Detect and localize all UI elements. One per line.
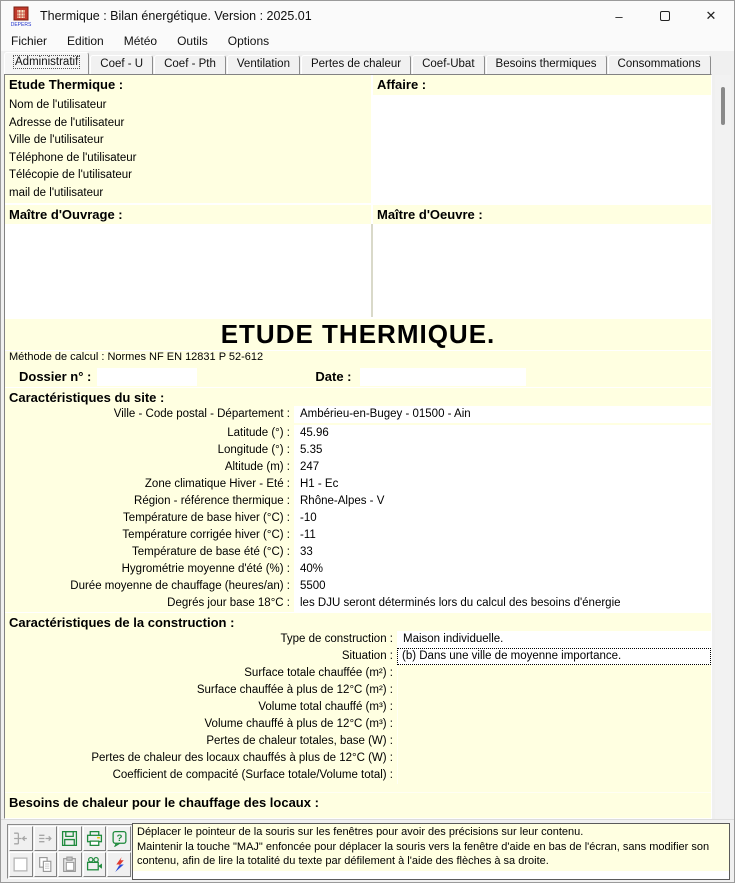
construction-row (5, 631, 711, 648)
field-value (397, 682, 711, 699)
site-row (5, 595, 711, 612)
dossier-date-row (5, 366, 711, 387)
user-info-block[interactable] (5, 95, 371, 203)
help-button[interactable] (107, 826, 131, 851)
methode-de-calcul: Méthode de calcul : Normes NF EN 12831 P 52-612 (5, 350, 711, 366)
site-row (5, 493, 711, 510)
type-construction-select[interactable]: Maison individuelle. (397, 631, 711, 648)
date-label: Date : (315, 369, 352, 384)
field-label: Température corrigée hiver (°C) : (5, 527, 294, 544)
field-label: Degrés jour base 18°C : (5, 595, 294, 612)
field-value (397, 716, 711, 733)
minimize-icon: – (615, 8, 623, 24)
menu-edition[interactable]: Edition (67, 34, 104, 48)
field-value[interactable]: 5.35 (294, 442, 711, 459)
help-line-2: Maintenir la touche "MAJ" enfoncée pour déplacer la souris vers la fenêtre d'aide en bas de l'écran, sans modifier son contenu, afin de lire la totalité du texte par défilement à l'aide des flèches à sa droite. (137, 840, 710, 867)
site-row (5, 544, 711, 561)
site-row (5, 459, 711, 476)
window-title: Thermique : Bilan énergétique. Version : 2025.01 (40, 9, 312, 23)
print-icon (86, 830, 103, 847)
construction-row (5, 767, 711, 784)
field-value[interactable]: H1 - Ec (294, 476, 711, 493)
maitre-ouvrage-header: Maître d'Ouvrage : (5, 205, 371, 224)
user-line: Téléphone de l'utilisateur (9, 151, 137, 164)
svg-text:DEPERS: DEPERS (10, 22, 32, 27)
help-panel (132, 823, 730, 880)
blank-icon (12, 856, 29, 873)
tree-import-icon (12, 830, 29, 847)
menu-options[interactable]: Options (227, 34, 270, 48)
date-input[interactable] (360, 368, 526, 386)
tab-ventilation[interactable]: Ventilation (227, 55, 300, 74)
field-label: Latitude (°) : (5, 425, 294, 442)
tree-export-button[interactable] (34, 826, 58, 851)
save-button[interactable] (58, 826, 82, 851)
scrollbar-thumb[interactable] (721, 87, 725, 125)
site-row (5, 442, 711, 459)
field-value[interactable]: Rhône-Alpes - V (294, 493, 711, 510)
field-value (397, 699, 711, 716)
user-line: Télécopie de l'utilisateur (9, 169, 133, 181)
tab-pertes-de-chaleur[interactable]: Pertes de chaleur (301, 55, 411, 74)
field-value[interactable]: 33 (294, 544, 711, 561)
paste-icon (61, 856, 78, 873)
construction-row (5, 699, 711, 716)
maitre-oeuvre-textarea[interactable] (373, 224, 711, 317)
field-value[interactable]: -10 (294, 510, 711, 527)
tab-coef-ubat[interactable]: Coef-Ubat (412, 55, 484, 74)
user-line: Ville de l'utilisateur (9, 134, 104, 146)
tab-coef-u[interactable]: Coef - U (90, 55, 153, 74)
etude-thermique-header: Etude Thermique : (5, 75, 371, 95)
field-value (397, 750, 711, 767)
field-label: Volume chauffé à plus de 12°C (m³) : (5, 716, 397, 733)
copy-button[interactable] (34, 852, 58, 877)
construction-row (5, 682, 711, 699)
field-value[interactable]: Ambérieu-en-Bugey - 01500 - Ain (294, 406, 711, 423)
site-row (5, 406, 711, 423)
site-row (5, 476, 711, 493)
print-button[interactable] (83, 826, 107, 851)
field-value[interactable]: 40% (294, 561, 711, 578)
field-value[interactable]: 45.96 (294, 425, 711, 442)
construction-row (5, 750, 711, 767)
administratif-form (4, 74, 712, 819)
field-label: Pertes de chaleur des locaux chauffés à plus de 12°C (W) : (5, 750, 397, 767)
site-row (5, 425, 711, 442)
construction-section-header: Caractéristiques de la construction : (5, 612, 711, 631)
video-button[interactable] (83, 852, 107, 877)
field-label: Température de base été (°C) : (5, 544, 294, 561)
help-icon (111, 830, 128, 847)
field-label: Situation : (5, 648, 397, 665)
tab-besoins-thermiques[interactable]: Besoins thermiques (486, 55, 607, 74)
field-label: Longitude (°) : (5, 442, 294, 459)
field-value (397, 665, 711, 682)
field-label: Surface totale chauffée (m²) : (5, 665, 397, 682)
user-line: mail de l'utilisateur (9, 186, 104, 199)
field-value[interactable]: les DJU seront déterminés lors du calcul des besoins d'énergie (294, 595, 711, 612)
new-button[interactable] (9, 852, 33, 877)
construction-row (5, 716, 711, 733)
field-label: Volume total chauffé (m³) : (5, 699, 397, 716)
field-label: Ville - Code postal - Département : (5, 406, 294, 423)
title-bar (1, 1, 734, 31)
save-icon (61, 830, 78, 847)
field-label: Zone climatique Hiver - Eté : (5, 476, 294, 493)
toolbar (7, 824, 133, 879)
field-label: Température de base hiver (°C) : (5, 510, 294, 527)
user-line: Nom de l'utilisateur (9, 99, 107, 111)
situation-select[interactable]: (b) Dans une ville de moyenne importance. (397, 648, 711, 665)
close-button[interactable] (688, 1, 734, 31)
app-icon (10, 5, 32, 27)
site-section-header: Caractéristiques du site : (5, 387, 711, 406)
field-value[interactable]: 247 (294, 459, 711, 476)
field-label: Pertes de chaleur totales, base (W) : (5, 733, 397, 750)
besoins-section-header: Besoins de chaleur pour le chauffage des locaux : (5, 792, 711, 811)
dossier-input[interactable] (97, 368, 197, 386)
vertical-scrollbar[interactable] (715, 75, 731, 819)
construction-row (5, 648, 711, 665)
field-value[interactable]: -11 (294, 527, 711, 544)
svg-text:?: ? (116, 833, 123, 845)
tab-coef-pth[interactable]: Coef - Pth (154, 55, 226, 74)
bottom-panel (1, 819, 734, 883)
page-title: ETUDE THERMIQUE. (5, 317, 711, 350)
menu-outils[interactable]: Outils (177, 34, 208, 48)
help-line-1: Déplacer le pointeur de la souris sur les fenêtres pour avoir des précisions sur leur contenu. (137, 826, 584, 838)
maitre-ouvrage-textarea[interactable] (5, 224, 371, 317)
field-label: Coefficient de compacité (Surface totale/Volume total) : (5, 767, 397, 784)
copy-icon (37, 856, 54, 873)
menu-fichier[interactable]: Fichier (11, 34, 48, 48)
user-line: Adresse de l'utilisateur (9, 116, 125, 129)
site-row (5, 527, 711, 544)
dossier-label: Dossier n° : (19, 369, 92, 384)
maximize-button[interactable] (642, 1, 688, 31)
construction-row (5, 665, 711, 682)
field-label: Type de construction : (5, 631, 397, 648)
tab-strip (1, 51, 734, 74)
minimize-button[interactable] (596, 1, 642, 31)
menu-meteo[interactable]: Météo (123, 34, 158, 48)
close-icon: ✕ (705, 8, 717, 23)
video-icon (86, 856, 103, 873)
paste-button[interactable] (58, 852, 82, 877)
tab-administratif[interactable]: Administratif (4, 52, 89, 74)
menu-bar (1, 31, 734, 51)
affaire-header: Affaire : (373, 75, 711, 95)
maitre-oeuvre-header: Maître d'Oeuvre : (373, 205, 711, 224)
caption-buttons (596, 1, 734, 31)
bolt-button[interactable] (107, 852, 131, 877)
field-label: Hygrométrie moyenne d'été (%) : (5, 561, 294, 578)
field-value[interactable]: 5500 (294, 578, 711, 595)
field-label: Surface chauffée à plus de 12°C (m²) : (5, 682, 397, 699)
field-label: Altitude (m) : (5, 459, 294, 476)
tree-import-button[interactable] (9, 826, 33, 851)
field-value (397, 733, 711, 750)
affaire-textarea[interactable] (373, 95, 711, 203)
maximize-icon (660, 11, 670, 21)
tree-export-icon (37, 830, 54, 847)
bolt-icon (111, 856, 128, 873)
site-row (5, 561, 711, 578)
field-label: Durée moyenne de chauffage (heures/an) : (5, 578, 294, 595)
site-row (5, 578, 711, 595)
construction-row (5, 733, 711, 750)
site-row (5, 510, 711, 527)
field-value (397, 767, 711, 784)
tab-consommations[interactable]: Consommations (608, 55, 711, 74)
field-label: Région - référence thermique : (5, 493, 294, 510)
